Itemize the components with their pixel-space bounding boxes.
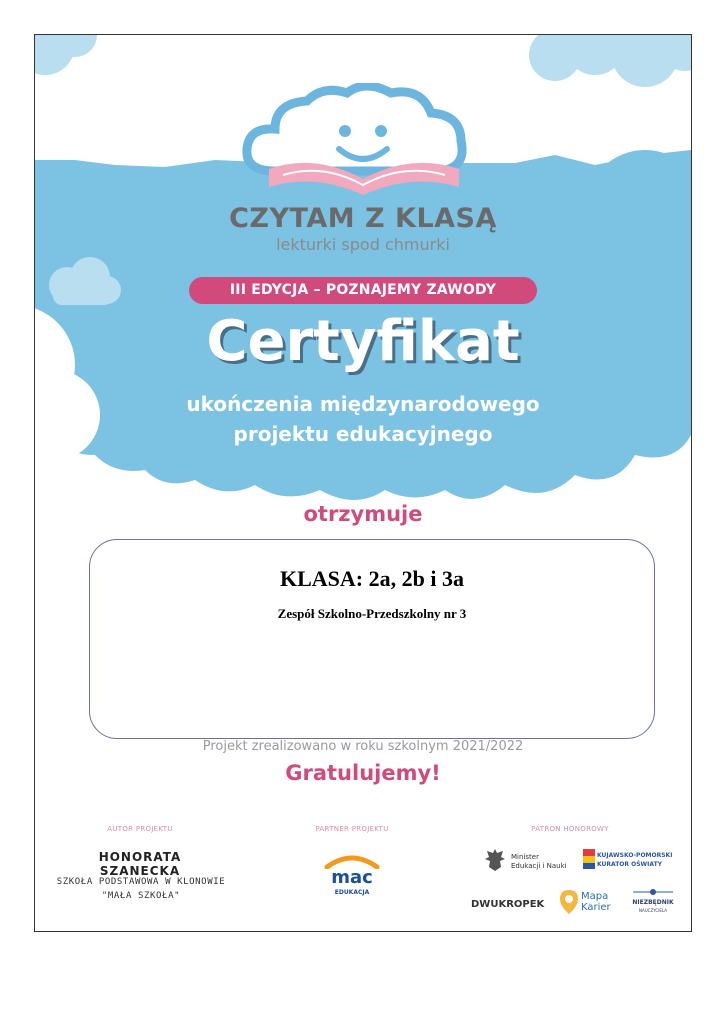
kuratorium-line1: KUJAWSKO-POMORSKI (597, 852, 673, 859)
congrats-text: Gratulujemy! (285, 761, 441, 785)
edition-badge: III EDYCJA – POZNAJEMY ZAWODY (189, 277, 537, 304)
author-school (53, 875, 229, 903)
partner-label: PARTNER PROJEKTU (315, 825, 389, 833)
certificate-subtitle-line1: ukończenia międzynarodowego (186, 392, 540, 416)
mapa-line1: Mapa (581, 891, 609, 902)
patron-label: PATRON HONOROWY (531, 825, 609, 833)
certificate-subtitle (35, 389, 691, 449)
kuratorium-logo-text (597, 851, 672, 869)
kuratorium-line2: KURATOR OŚWIATY (597, 861, 663, 868)
realized-note: Projekt zrealizowano w roku szkolnym 2021/2022 (202, 739, 524, 754)
eagle-emblem-icon (483, 847, 507, 873)
niezbednik-logo (628, 899, 678, 915)
map-pin-icon (559, 889, 579, 915)
niezbednik-emblem-icon (633, 887, 673, 897)
partner-logo-subtext: EDUKACJA (334, 889, 370, 896)
smiling-cloud-book-icon (235, 83, 491, 203)
dwukropek-logo: DWUKROPEK (471, 899, 545, 910)
recipient-school: Zespół Szkolno-Przedszkolny nr 3 (277, 606, 467, 621)
kuratorium-emblem-icon (583, 849, 595, 869)
certificate-title: Certyfikat (206, 309, 520, 374)
ministry-logo-text (511, 853, 567, 871)
author-school-line1: SZKOŁA PODSTAWOWA W KLONOWIE (56, 877, 226, 887)
brand-title: CZYTAM Z KLASĄ (229, 203, 497, 234)
mapa-line2: Karier (581, 902, 611, 913)
author-name: HONORATA SZANECKA (98, 850, 182, 878)
receives-label: otrzymuje (303, 502, 423, 526)
partner-logo-text: mac (331, 867, 373, 888)
recipient-class: KLASA: 2a, 2b i 3a (280, 566, 464, 591)
mapa-karier-logo (581, 891, 611, 913)
certificate-subtitle-line2: projektu edukacyjnego (233, 422, 493, 446)
niezbednik-line1: NIEZBĘDNIK (632, 899, 674, 906)
niezbednik-line2: NAUCZYCIELA (639, 908, 667, 913)
ministry-line1: Minister (511, 853, 539, 861)
brand-subtitle: lekturki spod chmurki (276, 235, 450, 254)
author-label: AUTOR PROJEKTU (107, 825, 173, 833)
certificate-page (34, 34, 692, 932)
author-school-line2: "MAŁA SZKOŁA" (101, 891, 181, 901)
ministry-line2: Edukacji i Nauki (511, 862, 567, 870)
patron-logos (471, 843, 683, 923)
recipient-box (89, 539, 655, 739)
